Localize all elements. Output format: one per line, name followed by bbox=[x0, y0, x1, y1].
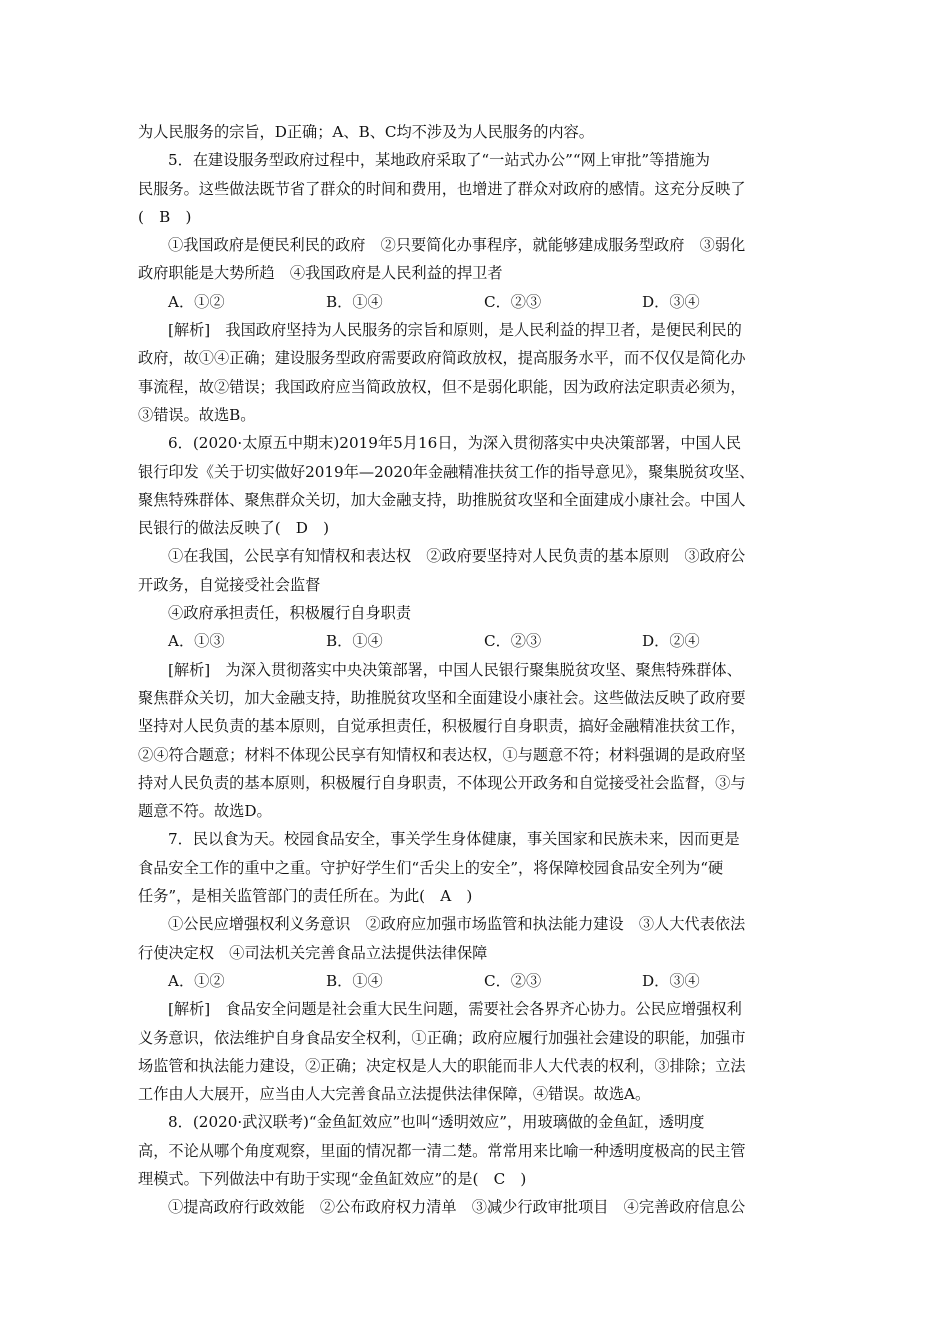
answer-option: D．③④ bbox=[642, 971, 700, 990]
text-line: 为人民服务的宗旨，D正确；A、B、C均不涉及为人民服务的内容。 bbox=[138, 123, 594, 141]
text-line: ②④符合题意；材料不体现公民享有知情权和表达权，①与题意不符；材料强调的是政府坚 bbox=[138, 745, 746, 764]
text-line: 7．民以食为天。校园食品安全，事关学生身体健康，事关国家和民族未来，因而更是 bbox=[168, 830, 740, 849]
text-line: ③错误。故选B。 bbox=[138, 405, 256, 424]
answer-option: B．①④ bbox=[326, 971, 383, 990]
answer-option: C．②③ bbox=[484, 971, 542, 990]
text-line: 政府职能是大势所趋 ④我国政府是人民利益的捍卫者 bbox=[138, 264, 503, 283]
text-line: 银行印发《关于切实做好2019年—2020年金融精准扶贫工作的指导意见》，聚集脱贫攻坚、 bbox=[138, 462, 755, 481]
text-line: 任务”，是相关监管部门的责任所在。为此( A ) bbox=[138, 887, 473, 906]
text-line: 聚焦特殊群体、聚焦群众关切，加大金融支持，助推脱贫攻坚和全面建成小康社会。中国人 bbox=[138, 490, 746, 509]
answer-options bbox=[138, 627, 814, 655]
text-line: ①公民应增强权利义务意识 ②政府应加强市场监管和执法能力建设 ③人大代表依法 bbox=[168, 915, 746, 934]
text-line: 民银行的做法反映了( D ) bbox=[138, 519, 330, 538]
text-line: 理模式。下列做法中有助于实现“金鱼缸效应”的是( C ) bbox=[138, 1169, 527, 1188]
text-line: 行使决定权 ④司法机关完善食品立法提供法律保障 bbox=[138, 943, 488, 962]
text-line: 高，不论从哪个角度观察，里面的情况都一清二楚。常常用来比喻一种透明度极高的民主管 bbox=[138, 1141, 746, 1160]
text-line: 事流程，故②错误；我国政府应当简政放权，但不是弱化职能，因为政府法定职责必须为， bbox=[138, 377, 746, 396]
answer-option: B．①④ bbox=[326, 292, 383, 311]
text-line: [解析] 为深入贯彻落实中央决策部署，中国人民银行聚集脱贫攻坚、聚焦特殊群体、 bbox=[168, 660, 742, 679]
answer-option: D．③④ bbox=[642, 292, 700, 311]
answer-option: C．②③ bbox=[484, 292, 542, 311]
answer-options bbox=[138, 288, 814, 316]
text-line: 义务意识，依法维护自身食品安全权利，①正确；政府应履行加强社会建设的职能，加强市 bbox=[138, 1028, 746, 1047]
text-line: 政府，故①④正确；建设服务型政府需要政府简政放权，提高服务水平，而不仅仅是简化办 bbox=[138, 349, 746, 368]
answer-option: C．②③ bbox=[484, 632, 542, 651]
text-line: 场监管和执法能力建设，②正确；决定权是人大的职能而非人大代表的权利，③排除；立法 bbox=[138, 1056, 746, 1075]
text-line: [解析] 食品安全问题是社会重大民生问题，需要社会各界齐心协力。公民应增强权利 bbox=[168, 1000, 742, 1019]
text-line: 工作由人大展开，应当由人大完善食品立法提供法律保障，④错误。故选A。 bbox=[138, 1085, 651, 1104]
answer-option: A．①② bbox=[168, 971, 225, 990]
text-line: 8．(2020·武汉联考)“金鱼缸效应”也叫“透明效应”，用玻璃做的金鱼缸，透明度 bbox=[168, 1113, 705, 1132]
answer-option: A．①② bbox=[168, 292, 225, 311]
text-line: 5．在建设服务型政府过程中，某地政府采取了“一站式办公”“网上审批”等措施为 bbox=[168, 151, 710, 170]
text-line: 坚持对人民负责的基本原则，自觉承担责任，积极履行自身职责，搞好金融精准扶贫工作， bbox=[138, 717, 746, 736]
text-line: 题意不符。故选D。 bbox=[138, 802, 272, 821]
answer-option: B．①④ bbox=[326, 632, 383, 651]
text-line: ( B ) bbox=[138, 207, 192, 226]
text-line: 民服务。这些做法既节省了群众的时间和费用，也增进了群众对政府的感情。这充分反映了 bbox=[138, 179, 746, 198]
text-line: 聚焦群众关切，加大金融支持，助推脱贫攻坚和全面建设小康社会。这些做法反映了政府要 bbox=[138, 688, 746, 707]
document-page bbox=[138, 118, 814, 1222]
text-line: 6．(2020·太原五中期末)2019年5月16日，为深入贯彻落实中央决策部署，中国人民 bbox=[168, 434, 742, 453]
text-line: [解析] 我国政府坚持为人民服务的宗旨和原则，是人民利益的捍卫者，是便民利民的 bbox=[168, 321, 742, 340]
text-line: ④政府承担责任，积极履行自身职责 bbox=[168, 604, 411, 623]
text-line: 开政务，自觉接受社会监督 bbox=[138, 575, 321, 594]
text-line: ①提高政府行政效能 ②公布政府权力清单 ③减少行政审批项目 ④完善政府信息公 bbox=[168, 1198, 746, 1217]
text-line: 食品安全工作的重中之重。守护好学生们“舌尖上的安全”，将保障校园食品安全列为“硬 bbox=[138, 858, 724, 877]
text-line: 持对人民负责的基本原则，积极履行自身职责，不体现公开政务和自觉接受社会监督，③与 bbox=[138, 773, 746, 792]
answer-option: A．①③ bbox=[168, 632, 225, 651]
answer-option: D．②④ bbox=[642, 632, 700, 651]
text-line: ①在我国，公民享有知情权和表达权 ②政府要坚持对人民负责的基本原则 ③政府公 bbox=[168, 547, 746, 566]
text-line: ①我国政府是便民利民的政府 ②只要简化办事程序，就能够建成服务型政府 ③弱化 bbox=[168, 236, 746, 255]
answer-options bbox=[138, 967, 814, 995]
